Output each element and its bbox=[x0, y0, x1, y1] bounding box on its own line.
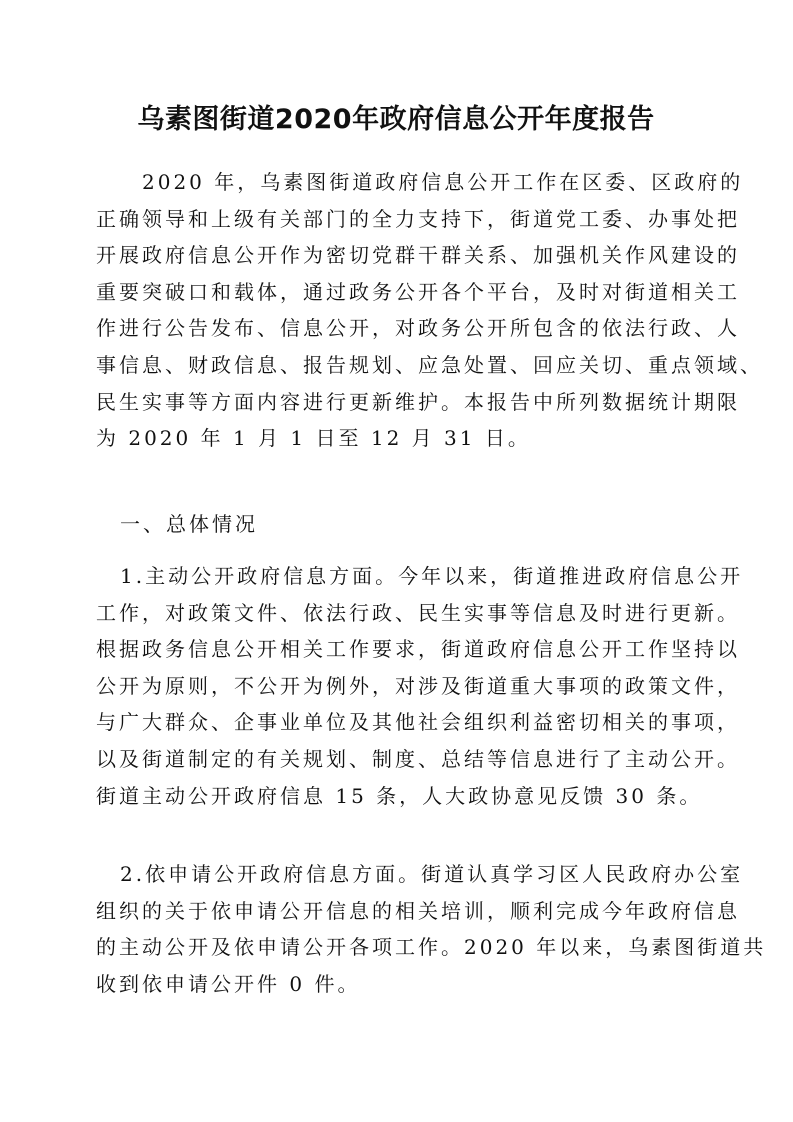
item1-line: 街道主动公开政府信息 15 条，人大政协意见反馈 30 条。 bbox=[96, 783, 703, 808]
document-title: 乌素图街道2020年政府信息公开年度报告 bbox=[137, 104, 655, 135]
intro-line: 事信息、财政信息、报告规划、应急处置、回应关切、重点领域、 bbox=[96, 352, 763, 377]
intro-line: 作进行公告发布、信息公开，对政务公开所包含的依法行政、人 bbox=[96, 316, 740, 341]
item1-line: 与广大群众、企事业单位及其他社会组织利益密切相关的事项， bbox=[96, 710, 740, 735]
intro-line: 正确领导和上级有关部门的全力支持下，街道党工委、办事处把 bbox=[96, 206, 740, 231]
item1-paragraph bbox=[96, 558, 744, 814]
item2-line: 2.依申请公开政府信息方面。街道认真学习区人民政府办公室 bbox=[120, 862, 744, 886]
intro-paragraph bbox=[96, 164, 763, 457]
item1-line: 根据政务信息公开相关工作要求，街道政府信息公开工作坚持以 bbox=[96, 637, 740, 662]
item2-line: 收到依申请公开件 0 件。 bbox=[96, 971, 361, 996]
intro-line: 民生实事等方面内容进行更新维护。本报告中所列数据统计期限 bbox=[96, 389, 740, 414]
item1-line: 以及街道制定的有关规划、制度、总结等信息进行了主动公开。 bbox=[96, 746, 740, 771]
item1-line: 公开为原则，不公开为例外，对涉及街道重大事项的政策文件， bbox=[96, 673, 740, 698]
intro-line: 重要突破口和载体，通过政务公开各个平台，及时对街道相关工 bbox=[96, 279, 740, 304]
intro-line: 为 2020 年 1 月 1 日至 12 月 31 日。 bbox=[96, 426, 531, 451]
section-heading: 一、总体情况 bbox=[120, 512, 258, 536]
item2-line: 组织的关于依申请公开信息的相关培训，顺利完成今年政府信息 bbox=[96, 898, 740, 923]
intro-line: 2020 年，乌素图街道政府信息公开工作在区委、区政府的 bbox=[142, 170, 744, 194]
section-heading-block bbox=[96, 506, 702, 543]
item2-line: 的主动公开及依申请公开各项工作。2020 年以来，乌素图街道共 bbox=[96, 935, 767, 960]
item2-paragraph bbox=[96, 856, 767, 1002]
intro-line: 开展政府信息公开作为密切党群干群关系、加强机关作风建设的 bbox=[96, 243, 740, 268]
item1-line: 工作，对政策文件、依法行政、民生实事等信息及时进行更新。 bbox=[96, 600, 740, 625]
item1-line: 1.主动公开政府信息方面。今年以来，街道推进政府信息公开 bbox=[120, 564, 744, 588]
